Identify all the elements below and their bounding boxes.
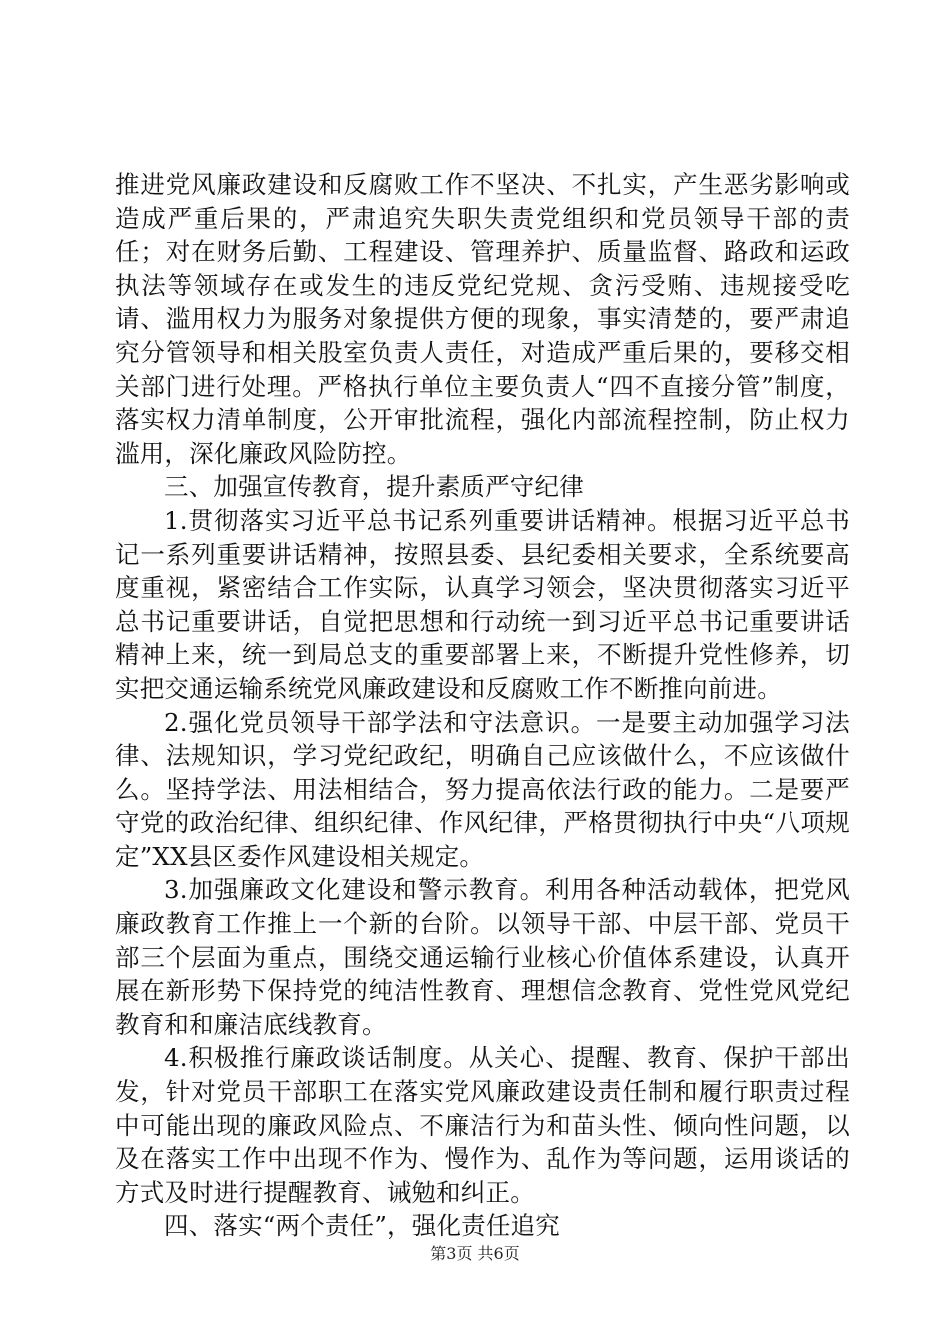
page-footer: 第3页 共6页 <box>430 1244 520 1263</box>
document-body <box>115 168 850 1243</box>
paragraph-item-4: 4.积极推行廉政谈话制度。从关心、提醒、教育、保护干部出发，针对党员干部职工在落实党风廉政建设责任制和履行职责过程中可能出现的廉政风险点、不廉洁行为和苗头性、倾向性问题，以及在落实工作中出现不作为、慢作为、乱作为等问题，运用谈话的方式及时进行提醒教育、诫勉和纠正。 <box>115 1043 850 1207</box>
paragraph-item-2: 2.强化党员领导干部学法和守法意识。一是要主动加强学习法律、法规知识，学习党纪政纪，明确自己应该做什么，不应该做什么。坚持学法、用法相结合，努力提高依法行政的能力。二是要严守党的政治纪律、组织纪律、作风纪律，严格贯彻执行中央“八项规定”XX县区委作风建设相关规定。 <box>115 707 850 871</box>
paragraph-continuation: 推进党风廉政建设和反腐败工作不坚决、不扎实，产生恶劣影响或造成严重后果的，严肃追究失职失责党组织和党员领导干部的责任；对在财务后勤、工程建设、管理养护、质量监督、路政和运政执法等领域存在或发生的违反党纪党规、贪污受贿、违规接受吃请、滥用权力为服务对象提供方便的现象，事实清楚的，要严肃追究分管领导和相关股室负责人责任，对造成严重后果的，要移交相关部门进行处理。严格执行单位主要负责人“四不直接分管”制度，落实权力清单制度，公开审批流程，强化内部流程控制，防止权力滥用，深化廉政风险防控。 <box>115 170 850 468</box>
paragraph-item-1: 1.贯彻落实习近平总书记系列重要讲话精神。根据习近平总书记一系列重要讲话精神，按照县委、县纪委相关要求，全系统要高度重视，紧密结合工作实际，认真学习领会，坚决贯彻落实习近平总书记重要讲话，自觉把思想和行动统一到习近平总书记重要讲话精神上来，统一到局总支的重要部署上来，不断提升党性修养，切实把交通运输系统党风廉政建设和反腐败工作不断推向前进。 <box>115 505 850 703</box>
section-heading-four: 四、落实“两个责任”，强化责任追究 <box>164 1211 560 1241</box>
section-heading-three: 三、加强宣传教育，提升素质严守纪律 <box>164 472 584 502</box>
paragraph-item-3: 3.加强廉政文化建设和警示教育。利用各种活动载体，把党风廉政教育工作推上一个新的台阶。以领导干部、中层干部、党员干部三个层面为重点，围绕交通运输行业核心价值体系建设，认真开展在新形势下保持党的纯洁性教育、理想信念教育、党性党风党纪教育和和廉洁底线教育。 <box>115 875 850 1039</box>
